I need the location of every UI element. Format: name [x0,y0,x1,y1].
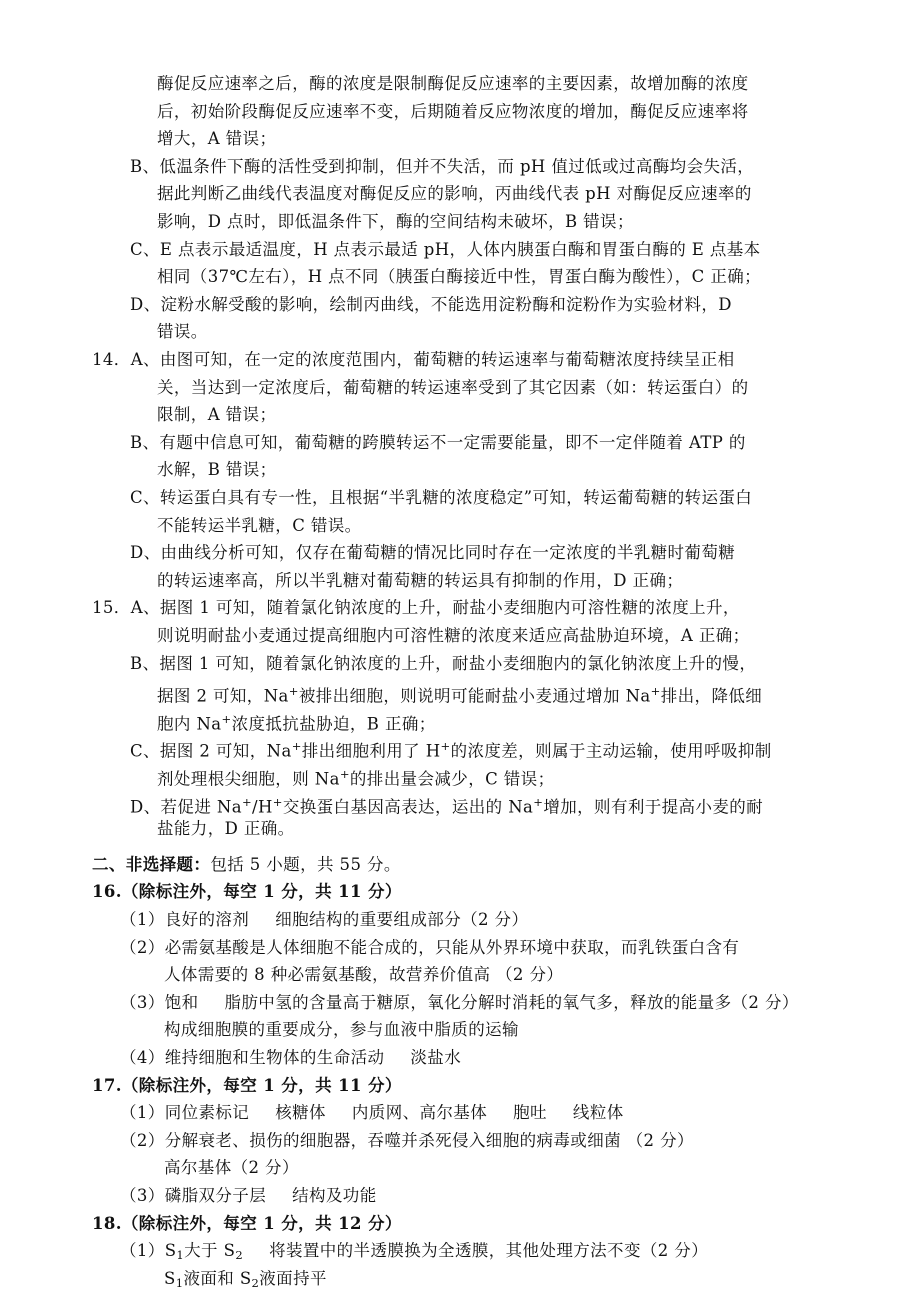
q13-a-line-1: 酶促反应速率之后，酶的浓度是限制酶促反应速率的主要因素，故增加酶的浓度 [157,74,749,93]
answer-blank: 内质网、高尔基体 [351,1103,488,1123]
q17-line-4 [120,1183,377,1209]
q16-line-4 [120,990,799,1016]
q13-c-line-1: C、E 点表示最适温度，H 点表示最适 pH，人体内胰蛋白酶和胃蛋白酶的 E 点基本 [130,239,761,259]
text-segment: 剂处理根尖细胞，则 Na [157,769,340,789]
text-segment: C、据图 2 可知，Na [130,741,292,761]
q13-b-line-1: B、低温条件下酶的活性受到抑制，但并不失活，而 pH 值过低或过高酶均会失活， [130,156,755,176]
q14-c-line-2: 不能转运半乳糖，C 错误。 [157,515,362,535]
answer-blank: （3）磷脂双分子层 [120,1186,267,1205]
q13-d-line-1: D、淀粉水解受酸的影响，绘制丙曲线，不能选用淀粉酶和淀粉作为实验材料，D [130,294,732,314]
text-segment: 据图 2 可知，Na [157,686,289,706]
answer-blank: （4）维持细胞和生物体的生命活动 [120,1048,385,1067]
q17-line-2: （2）分解衰老、损伤的细胞器，吞噬并杀死侵入细胞的病毒或细菌 （2 分） [120,1130,694,1150]
q16-line-3: 人体需要的 8 种必需氨基酸，故营养价值高 （2 分） [164,965,564,985]
q15-c-line-2 [157,761,554,787]
answer-blank: 结构及功能 [292,1186,377,1205]
q15-b-line-2 [157,678,762,704]
text-segment: S [164,1268,176,1288]
q15-a-line-2: 则说明耐盐小麦通过提高细胞内可溶性糖的浓度来适应高盐胁迫环境，A 正确； [157,626,750,645]
answer-blank: 核糖体 [275,1103,326,1123]
text-segment: 增加，则有利于提高小麦的耐 [543,796,764,816]
q14-d-line-2: 的转运速率高，所以半乳糖对葡萄糖的转运具有抑制的作用，D 正确； [157,570,684,590]
text-segment: 大于 S [184,1241,236,1261]
q18-line-1 [120,1238,708,1264]
text-segment: 浓度抵抗盐胁迫，B 正确； [231,714,436,734]
answer-blank: 胞吐 [513,1103,547,1123]
subscript-2: 2 [235,1248,244,1263]
section-description: 包括 5 小题，共 55 分。 [210,854,401,874]
q15-b-line-3 [157,706,436,732]
text-segment: 的排出量会减少，C 错误； [349,769,555,789]
q13-b-line-3: 影响，D 点时，即低温条件下，酶的空间结构未破坏，B 错误； [157,212,634,231]
subscript-1: 1 [176,1248,185,1263]
superscript-plus: + [272,794,283,809]
text-segment: 胞内 Na [157,714,222,734]
section-heading [92,852,401,878]
section-title: 二、非选择题： [92,854,211,874]
q14-c-line-1: C、转运蛋白具有专一性，且根据“半乳糖的浓度稳定”可知，转运葡萄糖的转运蛋白 [130,488,753,507]
q15-a-line-1: 15．A、据图 1 可知，随着氯化钠浓度的上升，耐盐小麦细胞内可溶性糖的浓度上升， [92,598,740,618]
text-segment: （1）S [120,1241,177,1261]
subscript-1: 1 [175,1275,184,1290]
text-segment: 排出，降低细 [660,686,763,706]
q16-line-2: （2）必需氨基酸是人体细胞不能合成的，只能从外界环境中获取，而乳铁蛋白含有 [120,937,740,957]
q14-a-line-1: 14．A、由图可知，在一定的浓度范围内，葡萄糖的转运速率与葡萄糖浓度持续呈正相 [92,350,735,369]
answer-blank: 线粒体 [572,1103,624,1123]
answer-blank: （1）良好的溶剂 [120,910,250,929]
q13-b-line-2: 据此判断乙曲线代表温度对酶促反应的影响，丙曲线代表 pH 对酶促反应速率的 [157,184,752,204]
q15-b-line-1: B、据图 1 可知，随着氯化钠浓度的上升，耐盐小麦细胞内的氯化钠浓度上升的慢， [130,653,757,673]
answer-blank: （3）饱和 [120,992,199,1012]
answer-blank: 淡盐水 [410,1048,462,1067]
text-segment: 将装置中的半透膜换为全透膜，其他处理方法不变（2 分） [269,1241,709,1261]
q13-a-line-2: 后，初始阶段酶促反应速率不变，后期随着反应物浓度的增加，酶促反应速率将 [157,101,749,121]
answer-blank: （1）同位素标记 [120,1103,250,1123]
answer-blank: 细胞结构的重要组成部分（2 分） [275,910,529,929]
q15-c-line-1 [130,733,772,759]
q16-heading: 16.（除标注外，每空 1 分，共 11 分） [92,882,402,902]
q16-line-6 [120,1045,461,1071]
subscript-2: 2 [251,1275,260,1290]
text-segment: 排出细胞利用了 H [301,741,441,761]
superscript-plus: + [440,739,451,754]
q16-line-1 [120,907,528,933]
q17-heading: 17.（除标注外，每空 1 分，共 11 分） [92,1075,402,1095]
text-segment: 液面和 S [183,1268,252,1288]
superscript-plus: + [339,767,350,781]
q17-line-1 [120,1100,624,1126]
superscript-plus: + [650,684,661,699]
q15-d-line-1 [130,789,763,815]
q15-d-line-2: 盐能力，D 正确。 [157,819,295,839]
text-segment: 交换蛋白基因高表达，运出的 Na [282,796,534,816]
superscript-plus: + [533,794,544,809]
superscript-plus: + [288,684,299,699]
text-segment: D、若促进 Na [130,796,242,816]
superscript-plus: + [241,794,253,809]
q14-b-line-1: B、有题中信息可知，葡萄糖的跨膜转运不一定需要能量，即不一定伴随着 ATP 的 [130,432,746,452]
text-segment: 的浓度差，则属于主动运输，使用呼吸抑制 [450,741,772,761]
q14-a-line-3: 限制，A 错误； [157,405,277,425]
text-segment: 液面持平 [259,1268,327,1288]
q14-b-line-2: 水解，B 错误； [157,460,277,480]
answer-blank: 脂肪中氢的含量高于糖原，氧化分解时消耗的氧气多，释放的能量多（2 分） [224,992,799,1012]
q18-line-2 [164,1266,327,1292]
q14-d-line-1: D、由曲线分析可知，仅存在葡萄糖的情况比同时存在一定浓度的半乳糖时葡萄糖 [130,543,736,563]
q13-d-line-2: 错误。 [157,322,208,342]
q13-c-line-2: 相同（37℃左右），H 点不同（胰蛋白酶接近中性，胃蛋白酶为酸性），C 正确； [157,267,762,287]
q17-line-3: 高尔基体（2 分） [164,1158,299,1178]
q18-heading: 18.（除标注外，每空 1 分，共 12 分） [92,1213,402,1233]
superscript-plus: + [221,711,232,726]
text-segment: /H [252,796,273,816]
text-segment: 被排出细胞，则说明可能耐盐小麦通过增加 Na [298,686,651,706]
superscript-plus: + [291,739,302,754]
q16-line-5: 构成细胞膜的重要成分，参与血液中脂质的运输 [164,1020,519,1040]
q14-a-line-2: 关，当达到一定浓度后，葡萄糖的转运速率受到了其它因素（如：转运蛋白）的 [157,377,749,397]
q13-a-line-3: 增大，A 错误； [157,129,277,149]
